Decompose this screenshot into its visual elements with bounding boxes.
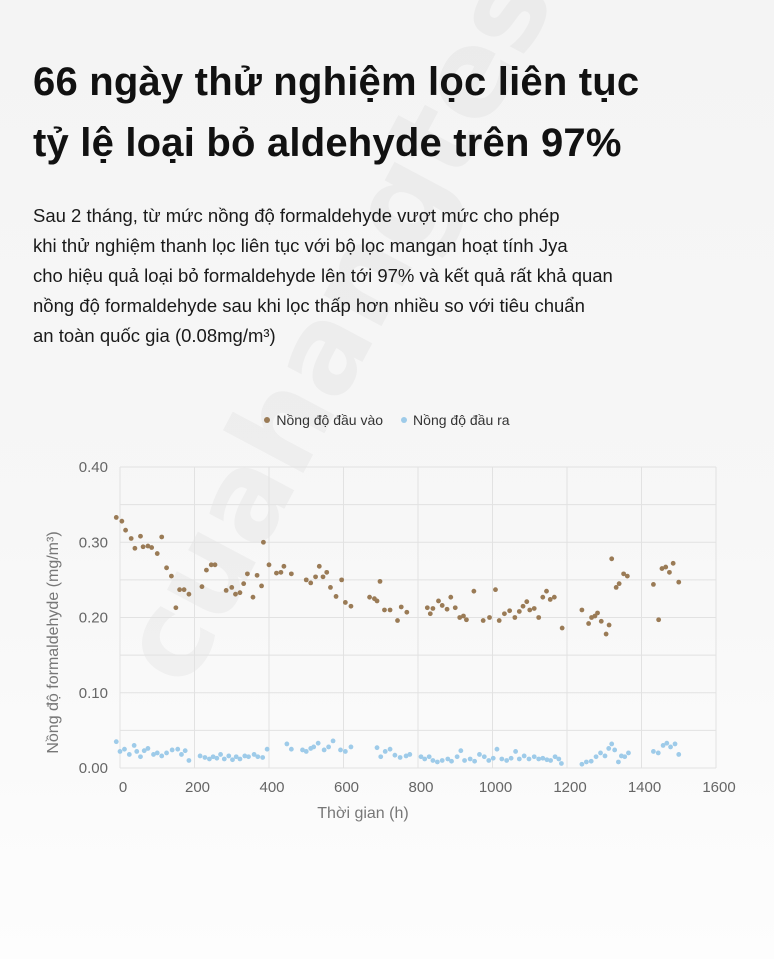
data-point-inlet xyxy=(129,536,134,541)
data-point-inlet xyxy=(497,618,502,623)
data-point-outlet xyxy=(427,754,432,759)
data-point-outlet xyxy=(462,758,467,763)
data-point-inlet xyxy=(548,597,553,602)
data-point-inlet xyxy=(289,571,294,576)
data-point-outlet xyxy=(603,754,608,759)
data-point-inlet xyxy=(313,574,318,579)
data-point-outlet xyxy=(422,757,427,762)
data-point-inlet xyxy=(676,580,681,585)
data-point-inlet xyxy=(517,609,522,614)
x-tick-label: 1600 xyxy=(702,779,736,796)
data-point-outlet xyxy=(255,754,260,759)
data-point-outlet xyxy=(343,749,348,754)
data-point-inlet xyxy=(595,611,600,616)
data-point-inlet xyxy=(436,599,441,604)
data-point-outlet xyxy=(179,752,184,757)
data-point-outlet xyxy=(482,754,487,759)
data-point-outlet xyxy=(383,749,388,754)
data-point-outlet xyxy=(584,760,589,765)
scatter-chart xyxy=(0,440,774,840)
data-point-outlet xyxy=(435,760,440,765)
data-point-inlet xyxy=(378,579,383,584)
data-point-inlet xyxy=(339,577,344,582)
data-point-outlet xyxy=(246,754,251,759)
data-point-inlet xyxy=(560,626,565,631)
data-point-outlet xyxy=(175,747,180,752)
data-point-outlet xyxy=(146,746,151,751)
y-tick-label: 0.20 xyxy=(78,609,108,627)
data-point-outlet xyxy=(598,751,603,756)
data-point-inlet xyxy=(453,605,458,610)
data-point-inlet xyxy=(656,617,661,622)
legend-label-inlet: Nồng độ đầu vào xyxy=(276,412,384,428)
title-line-2: tỷ lệ loại bỏ aldehyde trên 97% xyxy=(33,121,622,165)
data-point-outlet xyxy=(504,758,509,763)
x-tick-label: 800 xyxy=(408,779,434,796)
data-point-inlet xyxy=(173,605,178,610)
data-point-inlet xyxy=(274,571,279,576)
data-point-outlet xyxy=(198,754,203,759)
data-point-outlet xyxy=(138,754,143,759)
data-point-inlet xyxy=(279,570,284,575)
data-point-outlet xyxy=(499,757,504,762)
data-point-inlet xyxy=(609,556,614,561)
data-point-inlet xyxy=(375,599,380,604)
data-point-outlet xyxy=(214,756,219,761)
data-point-inlet xyxy=(229,585,234,590)
data-point-outlet xyxy=(238,757,243,762)
data-point-outlet xyxy=(407,752,412,757)
data-point-outlet xyxy=(218,752,223,757)
data-point-inlet xyxy=(149,545,154,550)
data-point-inlet xyxy=(308,580,313,585)
data-point-inlet xyxy=(367,595,372,600)
data-point-outlet xyxy=(540,756,545,761)
data-point-outlet xyxy=(612,748,617,753)
data-point-inlet xyxy=(487,615,492,620)
legend-item-outlet xyxy=(401,412,510,428)
data-point-inlet xyxy=(507,608,512,613)
data-point-inlet xyxy=(133,546,138,551)
data-point-outlet xyxy=(203,755,208,760)
data-point-outlet xyxy=(114,739,119,744)
data-point-inlet xyxy=(328,585,333,590)
data-point-inlet xyxy=(119,519,124,524)
data-point-inlet xyxy=(255,573,260,578)
data-point-inlet xyxy=(614,585,619,590)
data-point-inlet xyxy=(334,594,339,599)
data-point-outlet xyxy=(431,758,436,763)
data-point-outlet xyxy=(265,747,270,752)
data-point-outlet xyxy=(548,758,553,763)
y-axis-title: Nồng độ formaldehyde (mg/m³) xyxy=(45,531,62,754)
data-point-inlet xyxy=(282,564,287,569)
data-point-inlet xyxy=(123,528,128,533)
data-point-inlet xyxy=(259,583,264,588)
data-point-inlet xyxy=(663,565,668,570)
data-point-outlet xyxy=(230,757,235,762)
y-tick-label: 0.40 xyxy=(78,459,108,476)
data-point-outlet xyxy=(440,758,445,763)
data-point-inlet xyxy=(431,606,436,611)
data-point-outlet xyxy=(626,751,631,756)
data-point-inlet xyxy=(233,592,238,597)
legend-marker-outlet xyxy=(401,417,407,423)
data-point-inlet xyxy=(343,600,348,605)
data-point-outlet xyxy=(536,757,541,762)
data-point-inlet xyxy=(493,587,498,592)
description-line-5: an toàn quốc gia (0.08mg/m³) xyxy=(33,325,276,346)
description-line-2: khi thử nghiệm thanh lọc liên tục với bộ lọc mangan hoạt tính Jya xyxy=(33,235,568,256)
data-point-inlet xyxy=(651,582,656,587)
x-axis-ticks xyxy=(119,779,736,796)
data-point-outlet xyxy=(513,749,518,754)
y-tick-label: 0.30 xyxy=(78,534,108,552)
data-point-inlet xyxy=(213,562,218,567)
data-point-outlet xyxy=(455,754,460,759)
data-point-inlet xyxy=(141,544,146,549)
data-point-inlet xyxy=(169,574,174,579)
data-point-outlet xyxy=(187,758,192,763)
data-point-inlet xyxy=(349,604,354,609)
data-point-outlet xyxy=(517,757,522,762)
data-point-outlet xyxy=(326,745,331,750)
data-point-outlet xyxy=(388,747,393,752)
data-point-inlet xyxy=(540,595,545,600)
y-tick-label: 0.10 xyxy=(78,684,108,702)
data-point-inlet xyxy=(604,632,609,637)
description-line-4: nồng độ formaldehyde sau khi lọc thấp hơn nhiều so với tiêu chuẩn xyxy=(33,295,585,316)
data-point-inlet xyxy=(261,540,266,545)
data-point-outlet xyxy=(606,746,611,751)
data-point-inlet xyxy=(671,561,676,566)
data-point-outlet xyxy=(164,751,169,756)
data-point-outlet xyxy=(398,755,403,760)
data-point-outlet xyxy=(449,759,454,764)
data-point-outlet xyxy=(375,745,380,750)
data-point-outlet xyxy=(155,751,160,756)
data-point-inlet xyxy=(251,595,256,600)
data-point-outlet xyxy=(656,751,661,756)
data-point-inlet xyxy=(552,595,557,600)
data-point-inlet xyxy=(324,570,329,575)
data-point-inlet xyxy=(536,615,541,620)
data-point-inlet xyxy=(527,608,532,613)
data-point-outlet xyxy=(331,739,336,744)
data-point-outlet xyxy=(122,747,127,752)
chart-legend xyxy=(0,412,774,428)
x-tick-label: 0 xyxy=(118,779,128,796)
data-point-inlet xyxy=(138,534,143,539)
data-point-inlet xyxy=(625,574,630,579)
legend-item-inlet xyxy=(264,412,383,428)
data-point-outlet xyxy=(349,745,354,750)
data-point-outlet xyxy=(556,757,561,762)
data-point-inlet xyxy=(599,619,604,624)
data-point-outlet xyxy=(495,747,500,752)
data-point-outlet xyxy=(316,741,321,746)
description-line-3: cho hiệu quả loại bỏ formaldehyde lên tới 97% và kết quả rất khả quan xyxy=(33,265,613,286)
data-point-outlet xyxy=(527,757,532,762)
data-point-outlet xyxy=(322,748,327,753)
data-point-outlet xyxy=(183,748,188,753)
x-tick-label: 200 xyxy=(184,779,211,796)
data-point-inlet xyxy=(317,564,322,569)
data-point-inlet xyxy=(241,581,246,586)
data-point-outlet xyxy=(132,743,137,748)
data-point-outlet xyxy=(260,755,265,760)
data-point-outlet xyxy=(589,759,594,764)
x-axis-title: Thời gian (h) xyxy=(317,805,409,822)
data-point-inlet xyxy=(502,611,507,616)
data-point-inlet xyxy=(267,562,272,567)
chart-points xyxy=(114,515,681,767)
data-point-outlet xyxy=(311,745,316,750)
data-point-outlet xyxy=(622,754,627,759)
data-point-outlet xyxy=(664,741,669,746)
description-line-1: Sau 2 tháng, từ mức nồng độ formaldehyde vượt mức cho phép xyxy=(33,205,560,226)
data-point-inlet xyxy=(461,614,466,619)
x-tick-label: 400 xyxy=(259,779,285,796)
data-point-outlet xyxy=(651,749,656,754)
data-point-outlet xyxy=(159,754,164,759)
data-point-outlet xyxy=(468,757,473,762)
data-point-inlet xyxy=(607,623,612,628)
data-point-outlet xyxy=(289,747,294,752)
data-point-inlet xyxy=(388,608,393,613)
description xyxy=(33,201,743,351)
data-point-outlet xyxy=(304,749,309,754)
data-point-inlet xyxy=(204,568,209,573)
data-point-inlet xyxy=(245,571,250,576)
data-point-outlet xyxy=(509,756,514,761)
data-point-inlet xyxy=(164,565,169,570)
legend-label-outlet: Nồng độ đầu ra xyxy=(413,412,510,428)
data-point-inlet xyxy=(464,617,469,622)
data-point-outlet xyxy=(609,742,614,747)
x-tick-label: 1200 xyxy=(553,779,587,796)
data-point-outlet xyxy=(486,758,491,763)
data-point-outlet xyxy=(668,745,673,750)
data-point-outlet xyxy=(378,754,383,759)
chart-grid xyxy=(120,467,716,768)
data-point-inlet xyxy=(512,615,517,620)
y-tick-label: 0.00 xyxy=(78,760,108,777)
data-point-outlet xyxy=(226,754,231,759)
data-point-outlet xyxy=(284,742,289,747)
data-point-outlet xyxy=(580,762,585,767)
page-title xyxy=(33,52,753,174)
data-point-inlet xyxy=(177,587,182,592)
data-point-inlet xyxy=(448,595,453,600)
title-line-1: 66 ngày thử nghiệm lọc liên tục xyxy=(33,60,640,104)
data-point-inlet xyxy=(471,589,476,594)
data-point-outlet xyxy=(458,748,463,753)
data-point-inlet xyxy=(182,587,187,592)
data-point-inlet xyxy=(200,584,205,589)
data-point-outlet xyxy=(532,754,537,759)
data-point-inlet xyxy=(428,611,433,616)
data-point-inlet xyxy=(382,608,387,613)
data-point-inlet xyxy=(544,589,549,594)
data-point-outlet xyxy=(127,752,132,757)
data-point-outlet xyxy=(616,760,621,765)
data-point-outlet xyxy=(676,752,681,757)
data-point-inlet xyxy=(445,607,450,612)
data-point-inlet xyxy=(404,610,409,615)
data-point-inlet xyxy=(521,604,526,609)
legend-marker-inlet xyxy=(264,417,270,423)
data-point-inlet xyxy=(155,551,160,556)
data-point-inlet xyxy=(224,588,229,593)
data-point-outlet xyxy=(170,748,175,753)
data-point-inlet xyxy=(440,603,445,608)
data-point-inlet xyxy=(304,577,309,582)
data-point-outlet xyxy=(472,759,477,764)
data-point-outlet xyxy=(134,749,139,754)
x-tick-label: 1400 xyxy=(627,779,662,796)
data-point-inlet xyxy=(524,599,529,604)
x-tick-label: 600 xyxy=(333,779,360,796)
data-point-inlet xyxy=(532,606,537,611)
data-point-inlet xyxy=(187,592,192,597)
data-point-inlet xyxy=(238,590,243,595)
data-point-inlet xyxy=(159,535,164,540)
data-point-inlet xyxy=(481,618,486,623)
x-tick-label: 1000 xyxy=(478,779,513,796)
data-point-inlet xyxy=(586,621,591,626)
data-point-inlet xyxy=(399,605,404,610)
data-point-outlet xyxy=(118,749,123,754)
data-point-outlet xyxy=(222,757,227,762)
data-point-outlet xyxy=(393,753,398,758)
data-point-inlet xyxy=(114,515,119,520)
data-point-outlet xyxy=(338,748,343,753)
data-point-outlet xyxy=(594,754,599,759)
data-point-outlet xyxy=(477,752,482,757)
data-point-outlet xyxy=(559,761,564,766)
data-point-inlet xyxy=(395,618,400,623)
data-point-inlet xyxy=(667,570,672,575)
data-point-inlet xyxy=(425,605,430,610)
data-point-outlet xyxy=(522,754,527,759)
data-point-outlet xyxy=(491,756,496,761)
data-point-outlet xyxy=(673,742,678,747)
data-point-inlet xyxy=(580,608,585,613)
data-point-inlet xyxy=(321,574,326,579)
y-axis-ticks xyxy=(79,459,108,777)
data-point-inlet xyxy=(617,581,622,586)
